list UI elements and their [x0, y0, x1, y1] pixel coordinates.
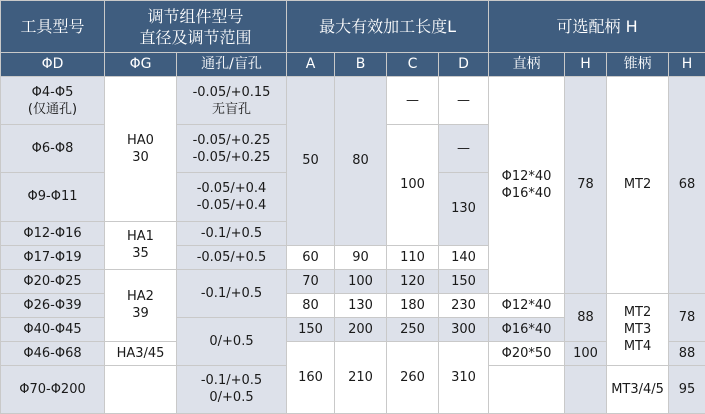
cell-tolerance: [177, 77, 287, 125]
cell-g-line1: HA0: [127, 132, 154, 148]
cell-H2: 95: [669, 365, 705, 413]
cell-D: —: [439, 125, 489, 173]
cell-H1-empty: [565, 365, 607, 413]
cell-tol-line1: -0.05/+0.4: [196, 180, 267, 196]
cell-D: 150: [439, 269, 489, 293]
cell-tol-line2: 0/+0.5: [209, 390, 254, 406]
cell-straight: Φ12*40: [489, 293, 565, 317]
cell-A: 80: [287, 293, 335, 317]
cell-d: Φ9-Φ11: [1, 173, 105, 221]
cell-d: Φ12-Φ16: [1, 221, 105, 245]
cell-A: 70: [287, 269, 335, 293]
cell-H2: 88: [669, 341, 705, 365]
cell-tol-line1: -0.05/+0.15: [192, 84, 271, 100]
subheader-H1: H: [565, 53, 607, 77]
cell-tol-line2: -0.05/+0.4: [196, 197, 267, 213]
cell-tolerance: [177, 125, 287, 173]
cell-C: 110: [387, 245, 439, 269]
cell-A: 160: [287, 341, 335, 413]
cell-tol-line1: -0.05/+0.25: [192, 132, 271, 148]
subheader-A: A: [287, 53, 335, 77]
cell-tolerance: -0.1/+0.5: [177, 221, 287, 245]
subheader-phiG: ΦG: [105, 53, 177, 77]
cell-d: [1, 77, 105, 125]
cell-straight-empty: [489, 365, 565, 413]
cell-A: 150: [287, 317, 335, 341]
cell-C: 100: [387, 125, 439, 245]
cell-d: Φ46-Φ68: [1, 341, 105, 365]
cell-taper: [607, 293, 669, 365]
cell-B: 200: [335, 317, 387, 341]
cell-taper: MT3/4/5: [607, 365, 669, 413]
header-max-length: 最大有效加工长度L: [287, 1, 489, 53]
cell-tol-line2: 无盲孔: [212, 101, 252, 117]
cell-H2: 68: [669, 77, 705, 293]
cell-tolerance: -0.1/+0.5: [177, 269, 287, 317]
cell-g-line2: 39: [132, 306, 149, 322]
cell-g-line1: HA1: [127, 229, 154, 245]
table-row: [1, 77, 705, 125]
cell-tolerance: 0/+0.5: [177, 317, 287, 365]
cell-taper-line3: MT4: [623, 338, 652, 354]
cell-D: 300: [439, 317, 489, 341]
cell-g-empty: [105, 365, 177, 413]
cell-H1: 88: [565, 293, 607, 341]
table-row: [1, 341, 705, 365]
subheader-H2: H: [669, 53, 705, 77]
cell-taper-line1: MT2: [623, 304, 652, 320]
cell-d: Φ6-Φ8: [1, 125, 105, 173]
cell-D: —: [439, 77, 489, 125]
header-assembly-line1: 调节组件型号: [147, 6, 244, 26]
header-assembly-line2: 直径及调节范围: [139, 27, 252, 47]
header-row-1: [1, 1, 705, 53]
cell-tol-line1: -0.1/+0.5: [200, 373, 263, 389]
cell-g-ha2: [105, 269, 177, 341]
cell-g-ha1: [105, 221, 177, 269]
cell-H1: 100: [565, 341, 607, 365]
cell-g-ha0: [105, 77, 177, 221]
subheader-taper: 锥柄: [607, 53, 669, 77]
cell-taper-line2: MT3: [623, 321, 652, 337]
cell-straight-line1: Φ12*40: [501, 168, 552, 184]
cell-D: 140: [439, 245, 489, 269]
cell-tolerance: [177, 173, 287, 221]
subheader-B: B: [335, 53, 387, 77]
cell-g: HA3/45: [105, 341, 177, 365]
subheader-C: C: [387, 53, 439, 77]
header-row-2: [1, 53, 705, 77]
cell-d: Φ26-Φ39: [1, 293, 105, 317]
cell-B: 80: [335, 77, 387, 245]
cell-g-line2: 30: [132, 149, 149, 165]
header-tool-model: 工具型号: [1, 1, 105, 53]
cell-straight: Φ16*40: [489, 317, 565, 341]
cell-d: Φ20-Φ25: [1, 269, 105, 293]
subheader-phiD: ΦD: [1, 53, 105, 77]
cell-D: 130: [439, 173, 489, 245]
cell-C: 180: [387, 293, 439, 317]
cell-tolerance: [177, 365, 287, 413]
cell-D: 310: [439, 341, 489, 413]
cell-d: Φ40-Φ45: [1, 317, 105, 341]
cell-C: 250: [387, 317, 439, 341]
cell-C: 120: [387, 269, 439, 293]
cell-straight-line2: Φ16*40: [501, 185, 552, 201]
cell-B: 210: [335, 341, 387, 413]
subheader-through-blind: 通孔/盲孔: [177, 53, 287, 77]
cell-tolerance: -0.05/+0.5: [177, 245, 287, 269]
cell-taper: MT2: [607, 77, 669, 293]
header-handle: 可选配柄 H: [489, 1, 705, 53]
subheader-straight: 直柄: [489, 53, 565, 77]
cell-straight: Φ20*50: [489, 341, 565, 365]
cell-g-line1: HA2: [127, 289, 154, 305]
cell-B: 130: [335, 293, 387, 317]
cell-straight: [489, 77, 565, 293]
cell-g-line2: 35: [132, 246, 149, 262]
cell-d: Φ70-Φ200: [1, 365, 105, 413]
cell-d-line1: Φ4-Φ5: [31, 84, 74, 100]
cell-H1: 78: [565, 77, 607, 293]
cell-d: Φ17-Φ19: [1, 245, 105, 269]
cell-B: 100: [335, 269, 387, 293]
header-assembly: [105, 1, 287, 53]
cell-B: 90: [335, 245, 387, 269]
cell-tol-line2: -0.05/+0.25: [192, 149, 271, 165]
cell-A: 50: [287, 77, 335, 245]
cell-A: 60: [287, 245, 335, 269]
cell-D: 230: [439, 293, 489, 317]
cell-d-line2: (仅通孔): [27, 101, 78, 117]
subheader-D: D: [439, 53, 489, 77]
cell-H2: 78: [669, 293, 705, 341]
cell-C: —: [387, 77, 439, 125]
cell-C: 260: [387, 341, 439, 413]
